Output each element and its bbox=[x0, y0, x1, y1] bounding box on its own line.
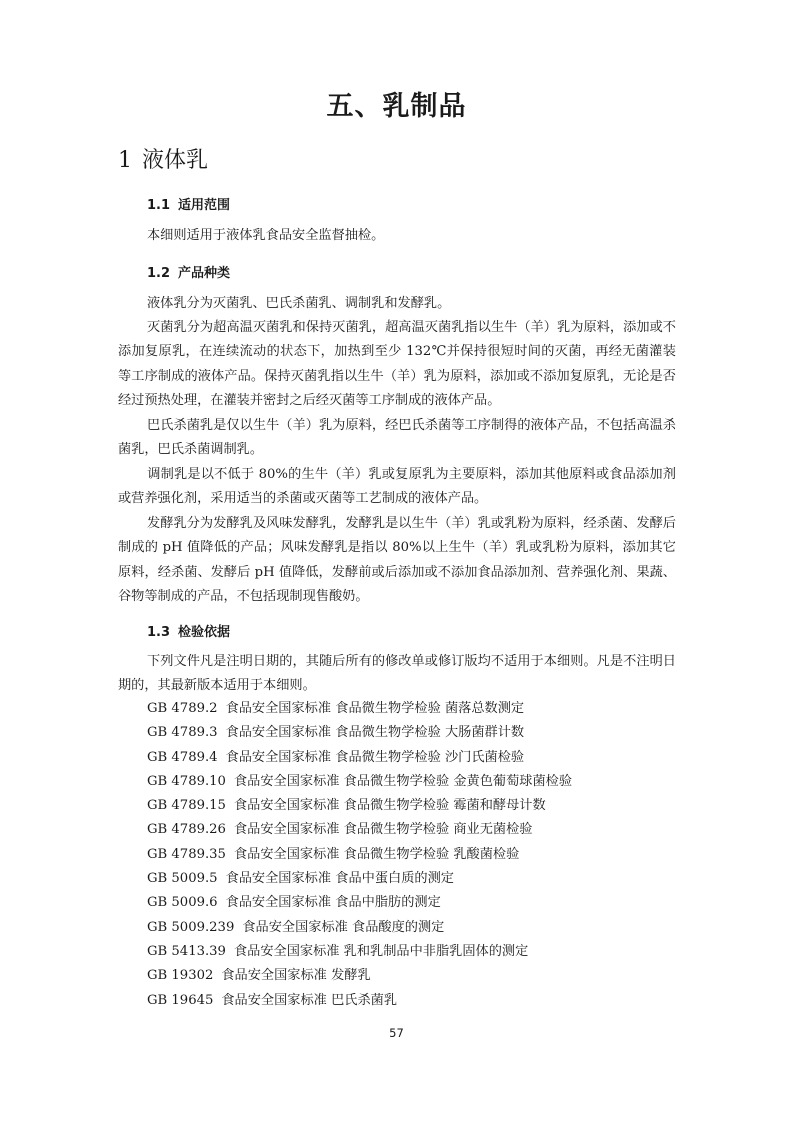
list-item bbox=[147, 794, 572, 818]
types-paragraph-2 bbox=[118, 316, 676, 413]
standard-name: 食品安全国家标准 食品中脂肪的测定 bbox=[225, 895, 441, 911]
types-paragraph-4 bbox=[118, 463, 676, 512]
standard-name: 食品安全国家标准 食品微生物学检验 商业无菌检验 bbox=[233, 822, 533, 838]
list-item bbox=[147, 916, 572, 940]
list-item bbox=[147, 721, 572, 745]
standard-name: 食品安全国家标准 食品微生物学检验 大肠菌群计数 bbox=[225, 725, 525, 741]
page-number: 57 bbox=[389, 1026, 404, 1040]
section-title: 液体乳 bbox=[142, 148, 209, 173]
list-item bbox=[147, 697, 572, 721]
standard-code: GB 4789.10 bbox=[147, 773, 226, 789]
list-item bbox=[147, 891, 572, 915]
types-text-5: 发酵乳分为发酵乳及风味发酵乳，发酵乳是以生牛（羊）乳或乳粉为原料，经杀菌、发酵后制成的 pH 值降低的产品；风味发酵乳是指以 80%以上生牛（羊）乳或乳粉为原料，添加其它原料，经杀菌、发酵后 pH 值降低，发酵前或后添加或不添加食品添加剂、营养强化剂、果蔬、谷物等制成的产品，不包括现制现售酸奶。 bbox=[118, 516, 676, 604]
standard-name: 食品安全国家标准 食品微生物学检验 金黄色葡萄球菌检验 bbox=[233, 773, 573, 789]
list-item bbox=[147, 818, 572, 842]
standard-code: GB 4789.35 bbox=[147, 846, 226, 862]
standard-code: GB 19645 bbox=[147, 992, 214, 1008]
types-paragraph-5 bbox=[118, 512, 676, 609]
types-text-2: 灭菌乳分为超高温灭菌乳和保持灭菌乳，超高温灭菌乳指以生牛（羊）乳为原料，添加或不添加复原乳，在连续流动的状态下，加热到至少 132℃并保持很短时间的灭菌，再经无菌灌装等工序制成的液体产品。保持灭菌乳指以生牛（羊）乳为原料，添加或不添加复原乳，无论是否经过预热处理，在灌装并密封之后经灭菌等工序制成的液体产品。 bbox=[118, 320, 676, 408]
standard-code: GB 4789.15 bbox=[147, 798, 226, 814]
standard-code: GB 4789.3 bbox=[147, 725, 218, 741]
scope-text: 本细则适用于液体乳食品安全监督抽检。 bbox=[147, 228, 385, 243]
basis-intro-text: 下列文件凡是注明日期的，其随后所有的修改单或修订版均不适用于本细则。凡是不注明日期的，其最新版本适用于本细则。 bbox=[118, 654, 676, 694]
standard-name: 食品安全国家标准 食品微生物学检验 沙门氏菌检验 bbox=[225, 749, 525, 765]
standard-name: 食品安全国家标准 乳和乳制品中非脂乳固体的测定 bbox=[233, 943, 529, 959]
list-item bbox=[147, 989, 572, 1013]
standards-list bbox=[147, 697, 572, 1013]
standard-name: 食品安全国家标准 食品微生物学检验 菌落总数测定 bbox=[225, 701, 525, 716]
list-item bbox=[147, 867, 572, 891]
standard-code: GB 19302 bbox=[147, 968, 214, 984]
standard-name: 食品安全国家标准 食品酸度的测定 bbox=[242, 919, 445, 935]
list-item bbox=[147, 746, 572, 770]
subsection-number: 1.2 bbox=[147, 266, 171, 281]
subsection-heading-basis bbox=[147, 621, 230, 640]
chapter-title: 五、乳制品 bbox=[326, 91, 467, 122]
subsection-title: 适用范围 bbox=[178, 198, 231, 213]
standard-name: 食品安全国家标准 发酵乳 bbox=[221, 968, 371, 984]
subsection-title: 产品种类 bbox=[178, 266, 231, 281]
standard-code: GB 4789.26 bbox=[147, 822, 226, 838]
section-number: 1 bbox=[118, 148, 132, 173]
list-item bbox=[147, 843, 572, 867]
types-paragraph-1 bbox=[118, 292, 676, 316]
subsection-title: 检验依据 bbox=[178, 625, 231, 640]
list-item bbox=[147, 964, 572, 988]
subsection-number: 1.1 bbox=[147, 198, 171, 213]
standard-code: GB 5413.39 bbox=[147, 943, 226, 959]
standard-name: 食品安全国家标准 巴氏杀菌乳 bbox=[221, 992, 398, 1008]
types-text-1: 液体乳分为灭菌乳、巴氏杀菌乳、调制乳和发酵乳。 bbox=[147, 296, 451, 311]
section-heading bbox=[118, 143, 208, 174]
scope-paragraph bbox=[118, 224, 676, 248]
list-item bbox=[147, 940, 572, 964]
types-text-3: 巴氏杀菌乳是仅以生牛（羊）乳为原料，经巴氏杀菌等工序制得的液体产品，不包括高温杀菌乳，巴氏杀菌调制乳。 bbox=[118, 418, 676, 458]
standard-name: 食品安全国家标准 食品微生物学检验 霉菌和酵母计数 bbox=[233, 798, 546, 814]
standard-code: GB 4789.2 bbox=[147, 701, 218, 716]
standard-code: GB 5009.6 bbox=[147, 895, 218, 911]
standard-name: 食品安全国家标准 食品微生物学检验 乳酸菌检验 bbox=[233, 846, 520, 862]
standard-code: GB 4789.4 bbox=[147, 749, 218, 765]
subsection-heading-scope bbox=[147, 194, 230, 213]
types-paragraph-3 bbox=[118, 414, 676, 463]
basis-intro-paragraph bbox=[118, 650, 676, 699]
standard-name: 食品安全国家标准 食品中蛋白质的测定 bbox=[225, 871, 454, 887]
list-item bbox=[147, 770, 572, 794]
standard-code: GB 5009.5 bbox=[147, 871, 218, 887]
subsection-number: 1.3 bbox=[147, 625, 171, 640]
types-text-4: 调制乳是以不低于 80%的生牛（羊）乳或复原乳为主要原料，添加其他原料或食品添加剂或营养强化剂，采用适当的杀菌或灭菌等工艺制成的液体产品。 bbox=[118, 467, 676, 507]
subsection-heading-types bbox=[147, 262, 230, 281]
standard-code: GB 5009.239 bbox=[147, 919, 235, 935]
